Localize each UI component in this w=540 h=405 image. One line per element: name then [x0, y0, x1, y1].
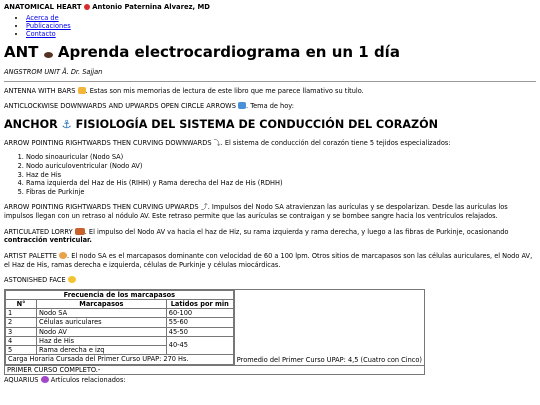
cell-rate: 45-50 — [166, 327, 233, 336]
inner-table-cell — [5, 289, 235, 365]
list-item: 5. Fibras de Purkinje — [26, 188, 536, 197]
paragraph-tissues — [4, 139, 536, 148]
table-row — [6, 327, 234, 336]
nav-item-publicaciones — [26, 22, 536, 30]
column-header-number: N° — [6, 299, 37, 308]
p1-text: . Estas son mis memorias de lectura de este libro que me parece llamativo su título. — [85, 86, 364, 95]
column-header-rate: Latidos por min — [166, 299, 233, 308]
nav-link-publicaciones[interactable]: Publicaciones — [26, 22, 71, 31]
section-prefix: ANCHOR — [4, 117, 58, 131]
paragraph-impulses — [4, 203, 536, 221]
cell-name: Nodo AV — [37, 327, 167, 336]
section-heading — [4, 118, 536, 133]
cell-number: 5 — [6, 346, 37, 355]
list-item: 3. Haz de His — [26, 171, 536, 180]
ant-icon — [44, 52, 53, 58]
astonished-face-icon — [68, 276, 76, 283]
table-caption: Frecuencia de los marcapasos — [6, 290, 234, 299]
cell-rate: 40-45 — [166, 336, 233, 354]
p3-text: . El sistema de conducción del corazón tiene 5 tejidos especializados: — [220, 139, 451, 148]
cell-rate: 60-100 — [166, 309, 233, 318]
arrow-up-curve-icon: ⤴ — [200, 203, 208, 212]
p2-prefix: ANTICLOCKWISE DOWNWARDS AND UPWARDS OPEN CIRCLE ARROWS — [4, 102, 236, 111]
paragraph-topic — [4, 102, 536, 111]
article-title-text: Aprenda electrocardiograma en un 1 día — [57, 42, 400, 61]
site-nav — [4, 14, 536, 39]
tissue-list — [4, 153, 536, 196]
footer-text: Artículos relacionados: — [50, 375, 126, 384]
palette-icon — [59, 252, 67, 259]
pacemaker-table — [5, 290, 234, 365]
article-byline: ANGSTROM UNIT Å. Dr. Sajjan — [4, 68, 103, 77]
list-item: 2. Nodo auriculoventricular (Nodo AV) — [26, 162, 536, 171]
lorry-icon — [75, 228, 85, 235]
anatomical-heart-icon — [84, 4, 90, 10]
p5-bold: contracción ventricular. — [4, 236, 92, 245]
cell-number: 2 — [6, 318, 37, 327]
section-title: FISIOLOGÍA DEL SISTEMA DE CONDUCCIÓN DEL CORAZÓN — [75, 117, 439, 131]
list-item: 1. Nodo sinoauricular (Nodo SA) — [26, 153, 536, 162]
nav-item-contacto — [26, 30, 536, 38]
cell-number: 3 — [6, 327, 37, 336]
p2-text: . Tema de hoy: — [246, 102, 294, 111]
completo-cell: PRIMER CURSO COMPLETO.- — [5, 365, 425, 374]
paragraph-av-node — [4, 228, 536, 245]
column-header-name: Marcapasos — [37, 299, 167, 308]
cell-number: 1 — [6, 309, 37, 318]
pacemaker-outer-table — [4, 289, 425, 375]
table-row — [6, 336, 234, 345]
arrow-down-curve-icon: ⤵ — [213, 139, 221, 148]
table-row — [6, 318, 234, 327]
article-title — [4, 43, 536, 63]
site-author: Antonio Paternina Alvarez, MD — [92, 3, 210, 11]
paragraph-astonished — [4, 276, 536, 285]
promedio-cell: Promedio del Primer Curso UPAP: 4,5 (Cuatro con Cinco) — [234, 289, 424, 365]
cell-name: Rama derecha e izq — [37, 346, 167, 355]
footer-prefix: AQUARIUS — [4, 375, 39, 384]
article-title-prefix: ANT — [4, 42, 39, 61]
cell-name: Células auriculares — [37, 318, 167, 327]
p6-prefix: ARTIST PALETTE — [4, 251, 57, 260]
p1-prefix: ANTENNA WITH BARS — [4, 86, 76, 95]
antenna-bars-icon — [78, 87, 86, 94]
p6-text: . El nodo SA es el marcapasos dominante con velocidad de 60 a 100 lpm. Otros sitios de marcapasos son las células auriculares, el Nodo AV, el Haz de His, ramas derecha e izquierda, células de Purkinje y células miocárdicas. — [4, 251, 533, 269]
cell-rate: 55-60 — [166, 318, 233, 327]
p4-text: . Impulsos del Nodo SA atravienzan las aurículas y se despolarizan. Desde las aurículas los impulsos llegan con un retraso al nódulo AV. Este retraso permite que las aurículas se contraigan y se bombee sangre hacia los ventrículos relajados. — [4, 203, 508, 221]
divider — [4, 81, 536, 82]
nav-item-acerca — [26, 14, 536, 22]
cell-number: 4 — [6, 336, 37, 345]
related-articles — [4, 376, 536, 385]
site-header — [4, 3, 536, 12]
anchor-icon: ⚓ — [61, 117, 72, 131]
nav-link-acerca[interactable]: Acerca de — [26, 13, 59, 22]
circle-arrows-icon — [238, 102, 246, 109]
nav-link-contacto[interactable]: Contacto — [26, 30, 56, 39]
table-row — [6, 309, 234, 318]
paragraph-intro — [4, 87, 536, 96]
paragraph-pacemaker — [4, 252, 536, 269]
p5-prefix: ARTICULATED LORRY — [4, 227, 73, 236]
site-title-prefix: ANATOMICAL HEART — [4, 3, 82, 11]
carga-cell: Carga Horaria Cursada del Primer Curso UPAP: 270 Hs. — [6, 355, 234, 364]
cell-name: Haz de His — [37, 336, 167, 345]
p7-prefix: ASTONISHED FACE — [4, 276, 66, 285]
cell-name: Nodo SA — [37, 309, 167, 318]
p5-text: . El impulso del Nodo AV va hacia el haz de Hiz, su rama izquierda y rama derecha, y luego a las fibras de Purkinje, ocasionando — [84, 227, 509, 236]
p3-prefix: ARROW POINTING RIGHTWARDS THEN CURVING DOWNWARDS — [4, 139, 212, 148]
p4-prefix: ARROW POINTING RIGHTWARDS THEN CURVING UPWARDS — [4, 203, 199, 212]
list-item: 4. Rama izquierda del Haz de His (RIHH) y Rama derecha del Haz de His (RDHH) — [26, 179, 536, 188]
aquarius-icon — [41, 376, 49, 383]
